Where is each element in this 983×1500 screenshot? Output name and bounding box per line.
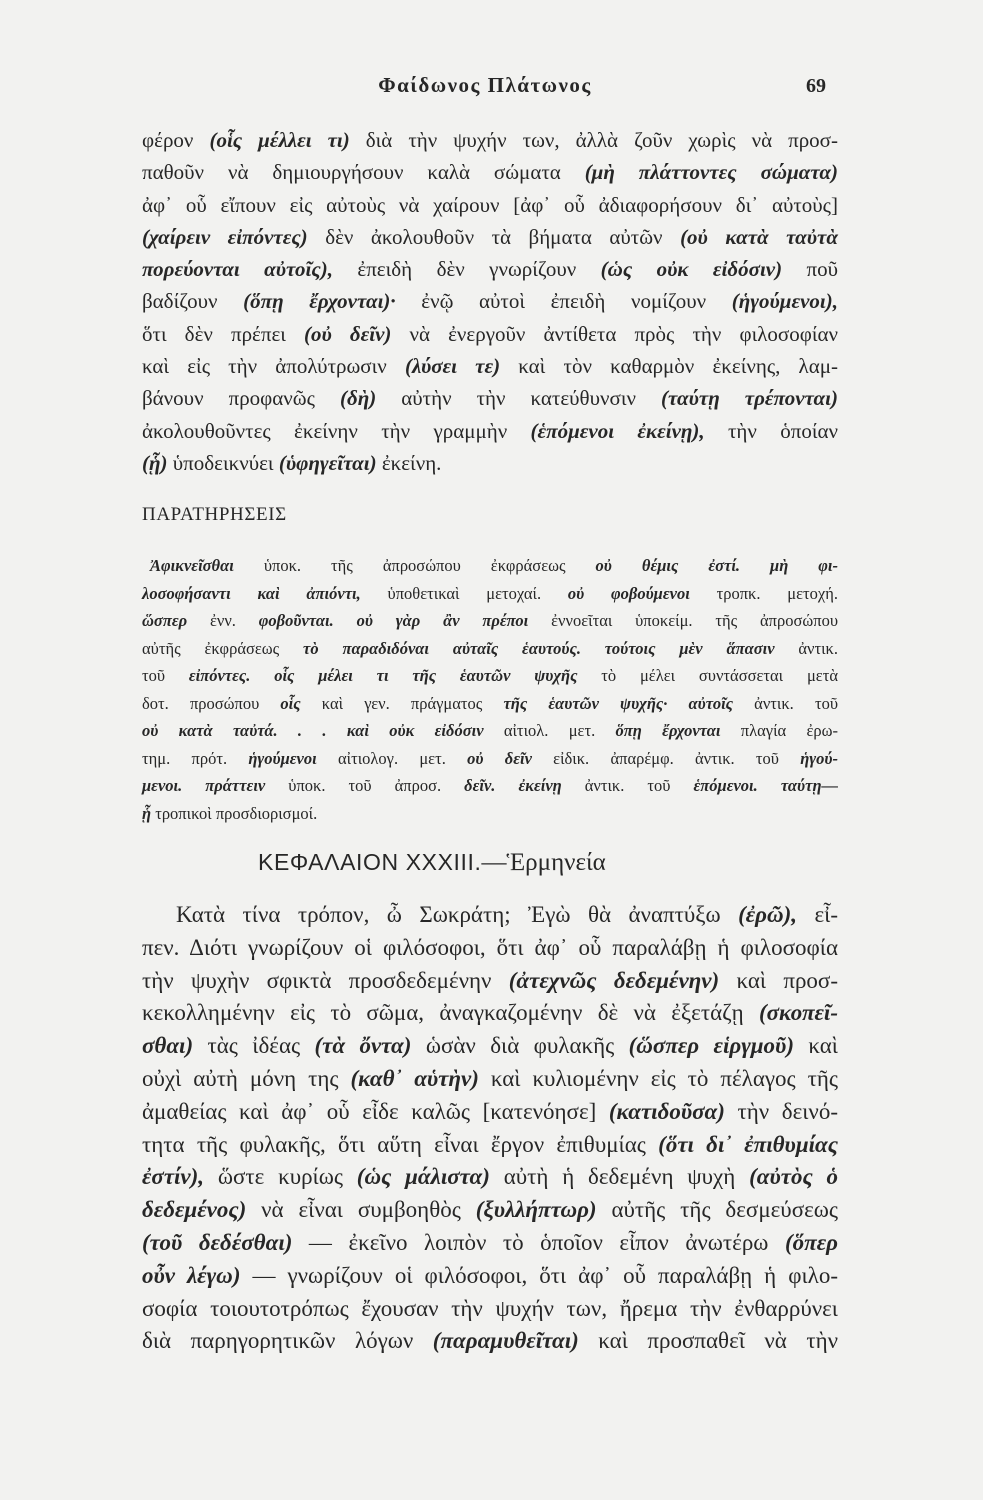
text-run: τροπκ. μετοχή. <box>689 583 839 603</box>
text-run: πεν. Διότι γνωρίζουν οἱ φιλόσοφοι, ὅτι ἀφ᾽ οὗ παραλάβῃ ἡ φιλοσοφία <box>142 934 838 960</box>
text-line <box>142 124 838 156</box>
text-run: ποῦ <box>782 257 839 282</box>
text-run: οὐχὶ αὐτὴ μόνη της <box>142 1065 351 1091</box>
text-line <box>142 1293 838 1326</box>
greek-original-term: (χαίρειν εἰπόντες) <box>142 224 308 249</box>
text-line <box>142 1063 838 1096</box>
text-run: ἀκολουθοῦντες ἐκείνην τὴν γραμμὴν <box>142 418 531 443</box>
text-run: δοτ. προσώπου <box>142 693 281 713</box>
text-run: ὑποκ. τῆς ἀπροσώπου ἐκφράσεως <box>233 556 596 575</box>
text-line <box>142 1129 838 1162</box>
running-title: Φαίδωνος Πλάτωνος <box>378 73 592 97</box>
text-run: ἐκείνη. <box>376 450 442 475</box>
text-run: αἰτιολογ. μετ. <box>316 748 468 768</box>
text-line <box>142 965 838 998</box>
greek-original-term: (ξυλλήπτωρ) <box>475 1197 597 1223</box>
greek-original-term: οὐ φοβούμενοι <box>567 583 690 603</box>
text-line <box>142 772 838 800</box>
greek-original-term: Ἀφικνεῖσθαι <box>150 556 234 575</box>
greek-original-term: οἷς <box>280 693 301 713</box>
text-run: φέρον <box>142 128 210 152</box>
greek-original-term: οὐ κατὰ ταὐτά. . . καὶ οὐκ εἰδόσιν <box>142 721 484 740</box>
text-run: σοφία τοιουτοτρόπως ἔχουσαν τὴν ψυχήν των, ἤρεμα τὴν ἐνθαρρύνει <box>142 1295 838 1321</box>
text-line <box>142 635 838 663</box>
greek-original-term: ᾗ <box>142 803 152 823</box>
greek-original-term: (οὐ κατὰ ταὐτὰ <box>680 224 838 249</box>
greek-original-term: (ὡς οὐκ εἰδόσιν) <box>600 257 783 282</box>
text-run: αὐτῆς τῆς δεσμεύσεως <box>596 1197 839 1223</box>
greek-original-term: ἡγού- <box>800 748 838 768</box>
greek-original-term: (ὡς μάλιστα) <box>356 1164 490 1190</box>
text-line <box>142 285 838 317</box>
greek-original-term: σθαι) <box>142 1033 194 1059</box>
text-run: εἶ- <box>797 902 838 927</box>
body-paragraph <box>142 124 838 479</box>
text-line <box>142 1325 838 1358</box>
text-line <box>142 580 838 608</box>
greek-original-term: δεῖν. ἐκείνῃ <box>464 776 562 795</box>
text-line <box>142 221 838 253</box>
text-run: ἐνν. <box>187 611 259 630</box>
greek-original-term: τῆς ἑαυτῶν ψυχῆς· αὐτοῖς <box>503 693 734 713</box>
text-run: αἰτιολ. μετ. <box>483 721 616 740</box>
text-run: καὶ προσπαθεῖ νὰ τὴν <box>578 1328 839 1354</box>
text-run: καὶ τὸν καθαρμὸν ἐκείνης, λαμ- <box>500 354 838 379</box>
text-run: καὶ κυλιομένην εἰς τὸ πέλαγος τῆς <box>478 1065 838 1091</box>
text-run: ἐπειδὴ δὲν γνωρίζουν <box>332 257 601 282</box>
text-run: τὴν δεινό- <box>724 1098 838 1124</box>
text-line <box>142 899 838 932</box>
text-line <box>142 997 838 1030</box>
text-line <box>142 745 838 773</box>
text-run: τημ. πρότ. <box>142 748 249 768</box>
text-run: ἀφ᾽ οὗ εἴπουν εἰς αὐτοὺς νὰ χαίρουν [ἀφ᾽ οὗ ἀδιαφορήσουν δι᾽ αὐτοὺς] <box>142 192 838 217</box>
greek-original-term: (λύσει τε) <box>404 354 501 379</box>
body-paragraph <box>142 899 838 1358</box>
text-line <box>142 189 838 221</box>
greek-original-term: (κατιδοῦσα) <box>608 1098 725 1124</box>
text-run: εἰδικ. ἀπαρέμφ. ἀντικ. τοῦ <box>531 748 801 768</box>
text-run: πλαγία ἐρω- <box>720 721 838 740</box>
greek-original-term: πορεύονται αὐτοῖς), <box>142 257 333 282</box>
greek-original-term: ὥσπερ <box>142 611 188 630</box>
text-line <box>142 717 838 745</box>
text-run: βάνουν προφανῶς <box>142 386 340 411</box>
text-run: ἀντικ. τοῦ <box>733 693 838 713</box>
text-line <box>142 415 838 447</box>
greek-original-term: (τοῦ δεδέσθαι) <box>142 1229 293 1255</box>
text-run: διὰ παρηγορητικῶν λόγων <box>142 1328 433 1354</box>
greek-original-term: (ἐρῶ), <box>738 902 798 927</box>
text-run: τοῦ <box>142 666 189 685</box>
text-line <box>142 382 838 414</box>
text-line <box>142 156 838 188</box>
greek-original-term: οὖν λέγω) <box>142 1262 241 1288</box>
text-run: αὐτὴν τὴν κατεύθυνσιν <box>376 386 661 411</box>
text-run: ὅτι δὲν πρέπει <box>142 321 305 346</box>
greek-original-term: (ταύτῃ τρέπονται) <box>661 386 838 411</box>
text-line <box>142 552 838 580</box>
greek-original-term: (οἷς μέλλει τι) <box>209 128 350 152</box>
chapter-label: ΚΕΦΑΛΑΙΟΝ XXXIII. <box>258 849 482 875</box>
text-run: καὶ προσ- <box>719 967 838 993</box>
text-run: — γνωρίζουν οἱ φιλόσοφοι, ὅτι ἀφ᾽ οὗ παραλάβῃ ἡ φιλο- <box>240 1262 838 1288</box>
greek-original-term: ἑπόμενοι. ταύτῃ— <box>693 776 838 795</box>
text-run: ἀμαθείας καὶ ἀφ᾽ οὗ εἶδε καλῶς [κατενόησε] <box>142 1098 609 1124</box>
text-line <box>142 253 838 285</box>
text-run: ἀντικ. τοῦ <box>561 776 694 795</box>
greek-original-term: (μὴ πλάττοντες σώματα) <box>584 160 839 185</box>
greek-original-term: (αὐτὸς ὁ <box>749 1164 839 1190</box>
greek-original-term: ἐστίν), <box>142 1164 205 1190</box>
greek-original-term: οὐ θέμις ἐστί. μὴ φι- <box>595 556 839 575</box>
greek-original-term: (ἑπόμενοι ἐκείνῃ), <box>530 418 705 443</box>
text-run: τὰς ἰδέας <box>193 1033 315 1059</box>
text-run: ἐνῷ αὐτοὶ ἐπειδὴ νομίζουν <box>395 289 732 314</box>
text-run: ὡσὰν διὰ φυλακῆς <box>411 1033 629 1059</box>
text-line <box>142 1161 838 1194</box>
greek-original-term: (ὅπῃ ἔρχονται)· <box>243 289 396 314</box>
greek-original-term: (ὅπερ <box>784 1229 838 1255</box>
text-line <box>142 447 838 479</box>
text-line <box>142 1096 838 1129</box>
text-run: ἀντικ. <box>774 638 838 658</box>
text-run: νὰ ἐνεργοῦν ἀντίθετα πρὸς τὴν φιλοσοφίαν <box>391 321 838 346</box>
greek-original-term: μενοι. πράττειν <box>142 776 266 795</box>
notes-block <box>142 552 838 827</box>
greek-original-term: (ὅτι δι᾽ ἐπιθυμίας <box>658 1131 838 1157</box>
text-run: νὰ εἶναι συμβοηθὸς <box>246 1197 476 1223</box>
text-run: ὑποκ. τοῦ ἀπροσ. <box>265 776 465 795</box>
greek-original-term: οὐ δεῖν <box>467 748 532 768</box>
text-run: τροπικοὶ προσδιορισμοί. <box>151 803 318 823</box>
text-line <box>142 690 838 718</box>
text-run: τὸ μέλει συντάσσεται μετὰ <box>577 666 838 685</box>
text-run: κεκολλημένην εἰς τὸ σῶμα, ἀναγκαζομένην δὲ νὰ ἐξετάζῃ <box>142 1000 759 1026</box>
greek-original-term: λοσοφήσαντι καὶ ἀπιόντι, <box>142 583 361 603</box>
greek-original-term: (οὐ δεῖν) <box>304 321 392 346</box>
text-line <box>142 800 838 828</box>
text-line <box>142 1260 838 1293</box>
text-run: παθοῦν νὰ δημιουργήσουν καλὰ σώματα <box>142 160 585 185</box>
greek-original-term: (καθ᾽ αὑτὴν) <box>350 1065 479 1091</box>
chapter-heading <box>258 846 606 882</box>
greek-original-term: (ἀτεχνῶς δεδεμένην) <box>508 967 720 993</box>
greek-original-term: (ὥσπερ εἱργμοῦ) <box>628 1033 794 1059</box>
text-line <box>142 1227 838 1260</box>
text-run: Κατὰ τίνα τρόπον, ὦ Σωκράτη; Ἐγὼ θὰ ἀναπτύξω <box>176 902 739 927</box>
greek-original-term: ἡγούμενοι <box>248 748 317 768</box>
text-run: τὴν ψυχὴν σφικτὰ προσδεδεμένην <box>142 967 509 993</box>
text-run: καὶ γεν. πράγματος <box>300 693 504 713</box>
greek-original-term: τὸ παραδιδόναι αὐταῖς ἑαυτούς. τούτοις μὲν ἅπασιν <box>303 638 775 658</box>
text-run: δὲν ἀκολουθοῦν τὰ βήματα αὐτῶν <box>307 224 681 249</box>
text-run: καὶ εἰς τὴν ἀπολύτρωσιν <box>142 354 405 379</box>
text-run: αὐτῆς ἐκφράσεως <box>142 638 304 658</box>
text-run: τὴν ὁποίαν <box>704 418 838 443</box>
text-run: αὐτὴ ἡ δεδεμένη ψυχὴ <box>489 1164 750 1190</box>
greek-original-term: (τὰ ὄντα) <box>314 1033 412 1059</box>
greek-original-term: ὅπῃ ἔρχονται <box>615 721 721 740</box>
text-line <box>142 932 838 965</box>
text-line <box>142 350 838 382</box>
text-run: ἐννοεῖται ὑποκείμ. τῆς ἀπροσώπου <box>528 611 838 630</box>
greek-original-term: (ἡγούμενοι), <box>731 289 838 314</box>
greek-original-term: (δὴ) <box>339 386 377 411</box>
text-line <box>142 1030 838 1063</box>
text-run: διὰ τὴν ψυχήν των, ἀλλὰ ζοῦν χωρὶς νὰ προσ- <box>349 128 838 152</box>
text-run: ὥστε κυρίως <box>204 1164 357 1190</box>
greek-original-term: (ᾗ) <box>142 450 168 475</box>
text-line <box>142 1194 838 1227</box>
text-run: — ἐκεῖνο λοιπὸν τὸ ὁποῖον εἶπον ἀνωτέρω <box>292 1229 785 1255</box>
chapter-title: —Ἑρμηνεία <box>481 849 606 876</box>
page-number: 69 <box>806 75 826 97</box>
text-run: βαδίζουν <box>142 289 244 314</box>
text-run: ὑποδεικνύει <box>167 450 279 475</box>
text-line <box>142 607 838 635</box>
greek-original-term: (παραμυθεῖται) <box>432 1328 579 1354</box>
text-run: τητα τῆς φυλακῆς, ὅτι αὕτη εἶναι ἔργον ἐπιθυμίας <box>142 1131 659 1157</box>
text-run: ὑποθετικαὶ μετοχαί. <box>360 583 568 603</box>
text-run: καὶ <box>793 1033 838 1059</box>
greek-original-term: φοβοῦνται. οὐ γὰρ ἂν πρέποι <box>258 611 529 630</box>
greek-original-term: (ὑφηγεῖται) <box>278 450 377 475</box>
greek-original-term: εἰπόντες. οἷς μέλει τι τῆς ἑαυτῶν ψυχῆς <box>188 666 578 685</box>
greek-original-term: δεδεμένος) <box>142 1197 247 1223</box>
text-line <box>142 318 838 350</box>
text-line <box>142 662 838 690</box>
greek-original-term: (σκοπεῖ- <box>758 1000 838 1026</box>
notes-heading: ΠΑΡΑΤΗΡΗΣΕΙΣ <box>142 504 287 525</box>
